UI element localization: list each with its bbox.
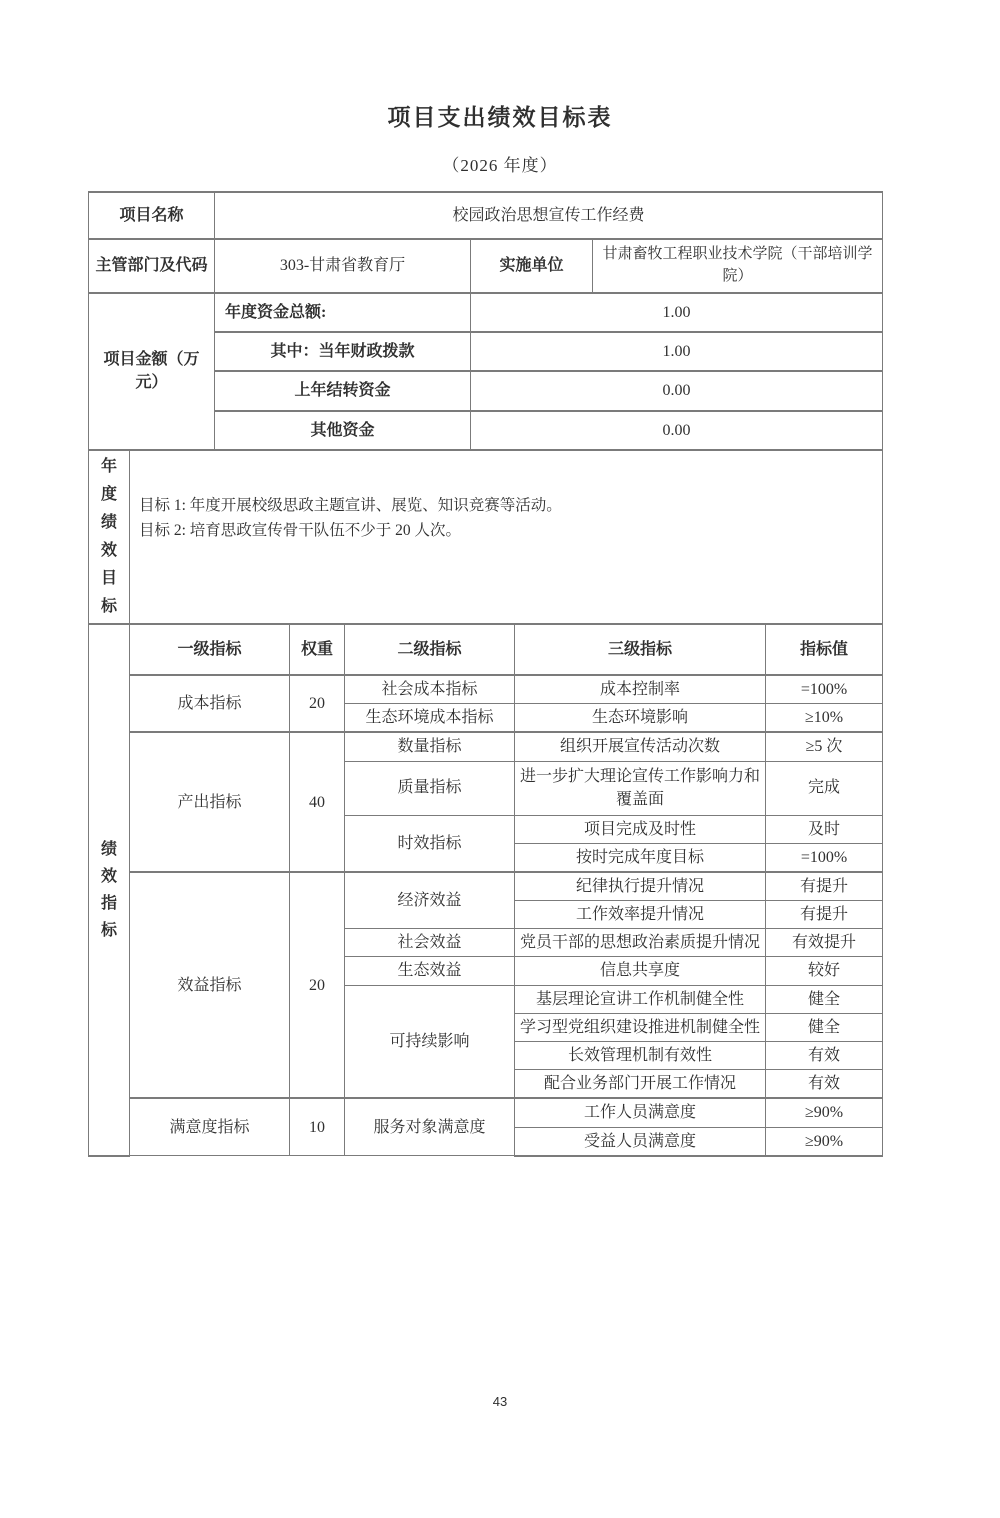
indicator-vertical-label-text: 绩效指标 [100, 840, 117, 939]
project-name-label: 项目名称 [89, 192, 215, 239]
level3-indicator-cell: 学习型党组织建设推进机制健全性 [515, 1013, 766, 1041]
level3-indicator-cell: 党员干部的思想政治素质提升情况 [515, 929, 766, 957]
level2-indicator-cell: 质量指标 [345, 761, 515, 815]
level3-indicator-cell: 受益人员满意度 [515, 1127, 766, 1156]
target-value-cell: 较好 [766, 957, 883, 985]
table-row [89, 1098, 883, 1127]
target-value-cell: 有效提升 [766, 929, 883, 957]
target-value-cell: 有效 [766, 1042, 883, 1070]
amount-label [89, 293, 215, 450]
target-value-cell: 有提升 [766, 901, 883, 929]
implement-unit-value: 甘肃畜牧工程职业技术学院（干部培训学院） [593, 239, 883, 293]
target-value-cell: 健全 [766, 1013, 883, 1041]
department-value: 303-甘肃省教育厅 [215, 239, 471, 293]
table-row [89, 675, 883, 704]
annual-goal-vertical-label-text: 年度绩效目标 [100, 457, 117, 615]
table-row [89, 872, 883, 901]
fund-other-value: 0.00 [471, 411, 883, 450]
amount-label-text: 项目金额（万元） [103, 351, 200, 392]
level2-indicator-cell: 社会成本指标 [345, 675, 515, 704]
implement-unit-label: 实施单位 [471, 239, 593, 293]
target-value-cell: ≥90% [766, 1127, 883, 1156]
target-value-cell: 完成 [766, 761, 883, 815]
annual-goal-table [88, 451, 883, 625]
target-value-cell: 有提升 [766, 872, 883, 901]
table-row [89, 732, 883, 761]
level3-indicator-cell: 基层理论宣讲工作机制健全性 [515, 985, 766, 1013]
level3-indicator-cell: 信息共享度 [515, 957, 766, 985]
department-row [89, 239, 883, 293]
level3-indicator-cell: 纪律执行提升情况 [515, 872, 766, 901]
target-value-cell: ≥10% [766, 704, 883, 733]
annual-goal-content [130, 451, 883, 624]
level2-indicator-cell: 可持续影响 [345, 985, 515, 1098]
fund-total-label: 年度资金总额: [215, 293, 471, 332]
header-target: 指标值 [766, 625, 883, 675]
fund-carryover-value: 0.00 [471, 371, 883, 411]
target-value-cell: ≥5 次 [766, 732, 883, 761]
weight-cell: 20 [290, 872, 345, 1099]
level2-indicator-cell: 服务对象满意度 [345, 1098, 515, 1155]
level3-indicator-cell: 工作人员满意度 [515, 1098, 766, 1127]
header-level3: 三级指标 [515, 625, 766, 675]
level3-indicator-cell: 长效管理机制有效性 [515, 1042, 766, 1070]
level2-indicator-cell: 生态效益 [345, 957, 515, 985]
level2-indicator-cell: 数量指标 [345, 732, 515, 761]
weight-cell: 10 [290, 1098, 345, 1155]
target-value-cell: ≥90% [766, 1098, 883, 1127]
annual-goal-row [89, 451, 883, 624]
performance-target-sheet [88, 191, 882, 1157]
doc-subtitle: （2026 年度） [442, 155, 558, 175]
page-number: 43 [492, 1394, 508, 1409]
project-name-value: 校园政治思想宣传工作经费 [215, 192, 883, 239]
annual-goal-vertical-label [89, 451, 130, 624]
level3-indicator-cell: 生态环境影响 [515, 704, 766, 733]
level1-indicator-cell: 满意度指标 [130, 1098, 290, 1155]
indicator-vertical-label [89, 625, 130, 1156]
level3-indicator-cell: 工作效率提升情况 [515, 901, 766, 929]
level1-indicator-cell: 效益指标 [130, 872, 290, 1099]
fund-other-label: 其他资金 [215, 411, 471, 450]
doc-title: 项目支出绩效目标表 [387, 105, 613, 130]
target-value-cell: =100% [766, 843, 883, 872]
level2-indicator-cell: 社会效益 [345, 929, 515, 957]
fund-total-value: 1.00 [471, 293, 883, 332]
indicator-header-row [89, 625, 883, 675]
level3-indicator-cell: 组织开展宣传活动次数 [515, 732, 766, 761]
level3-indicator-cell: 按时完成年度目标 [515, 843, 766, 872]
fund-total-row [89, 293, 883, 332]
level3-indicator-cell: 配合业务部门开展工作情况 [515, 1070, 766, 1099]
weight-cell: 40 [290, 732, 345, 872]
target-value-cell: =100% [766, 675, 883, 704]
department-label: 主管部门及代码 [89, 239, 215, 293]
header-level2: 二级指标 [345, 625, 515, 675]
target-value-cell: 健全 [766, 985, 883, 1013]
fund-fiscal-value: 1.00 [471, 332, 883, 371]
goal-line-1: 目标 1: 年度开展校级思政主题宣讲、展览、知识竞赛等活动。 [139, 496, 562, 514]
level3-indicator-cell: 项目完成及时性 [515, 815, 766, 843]
level3-indicator-cell: 成本控制率 [515, 675, 766, 704]
header-level1: 一级指标 [130, 625, 290, 675]
level2-indicator-cell: 经济效益 [345, 872, 515, 929]
project-info-table [88, 191, 883, 451]
fund-fiscal-label: 其中：当年财政拨款 [215, 332, 471, 371]
header-weight: 权重 [290, 625, 345, 675]
target-value-cell: 有效 [766, 1070, 883, 1099]
level3-indicator-cell: 进一步扩大理论宣传工作影响力和覆盖面 [515, 761, 766, 815]
project-name-row [89, 192, 883, 239]
level1-indicator-cell: 产出指标 [130, 732, 290, 872]
fund-carryover-label: 上年结转资金 [215, 371, 471, 411]
level1-indicator-cell: 成本指标 [130, 675, 290, 732]
level2-indicator-cell: 生态环境成本指标 [345, 704, 515, 733]
target-value-cell: 及时 [766, 815, 883, 843]
goal-line-2: 目标 2: 培育思政宣传骨干队伍不少于 20 人次。 [139, 521, 462, 539]
indicator-table [88, 625, 883, 1157]
level2-indicator-cell: 时效指标 [345, 815, 515, 872]
weight-cell: 20 [290, 675, 345, 732]
